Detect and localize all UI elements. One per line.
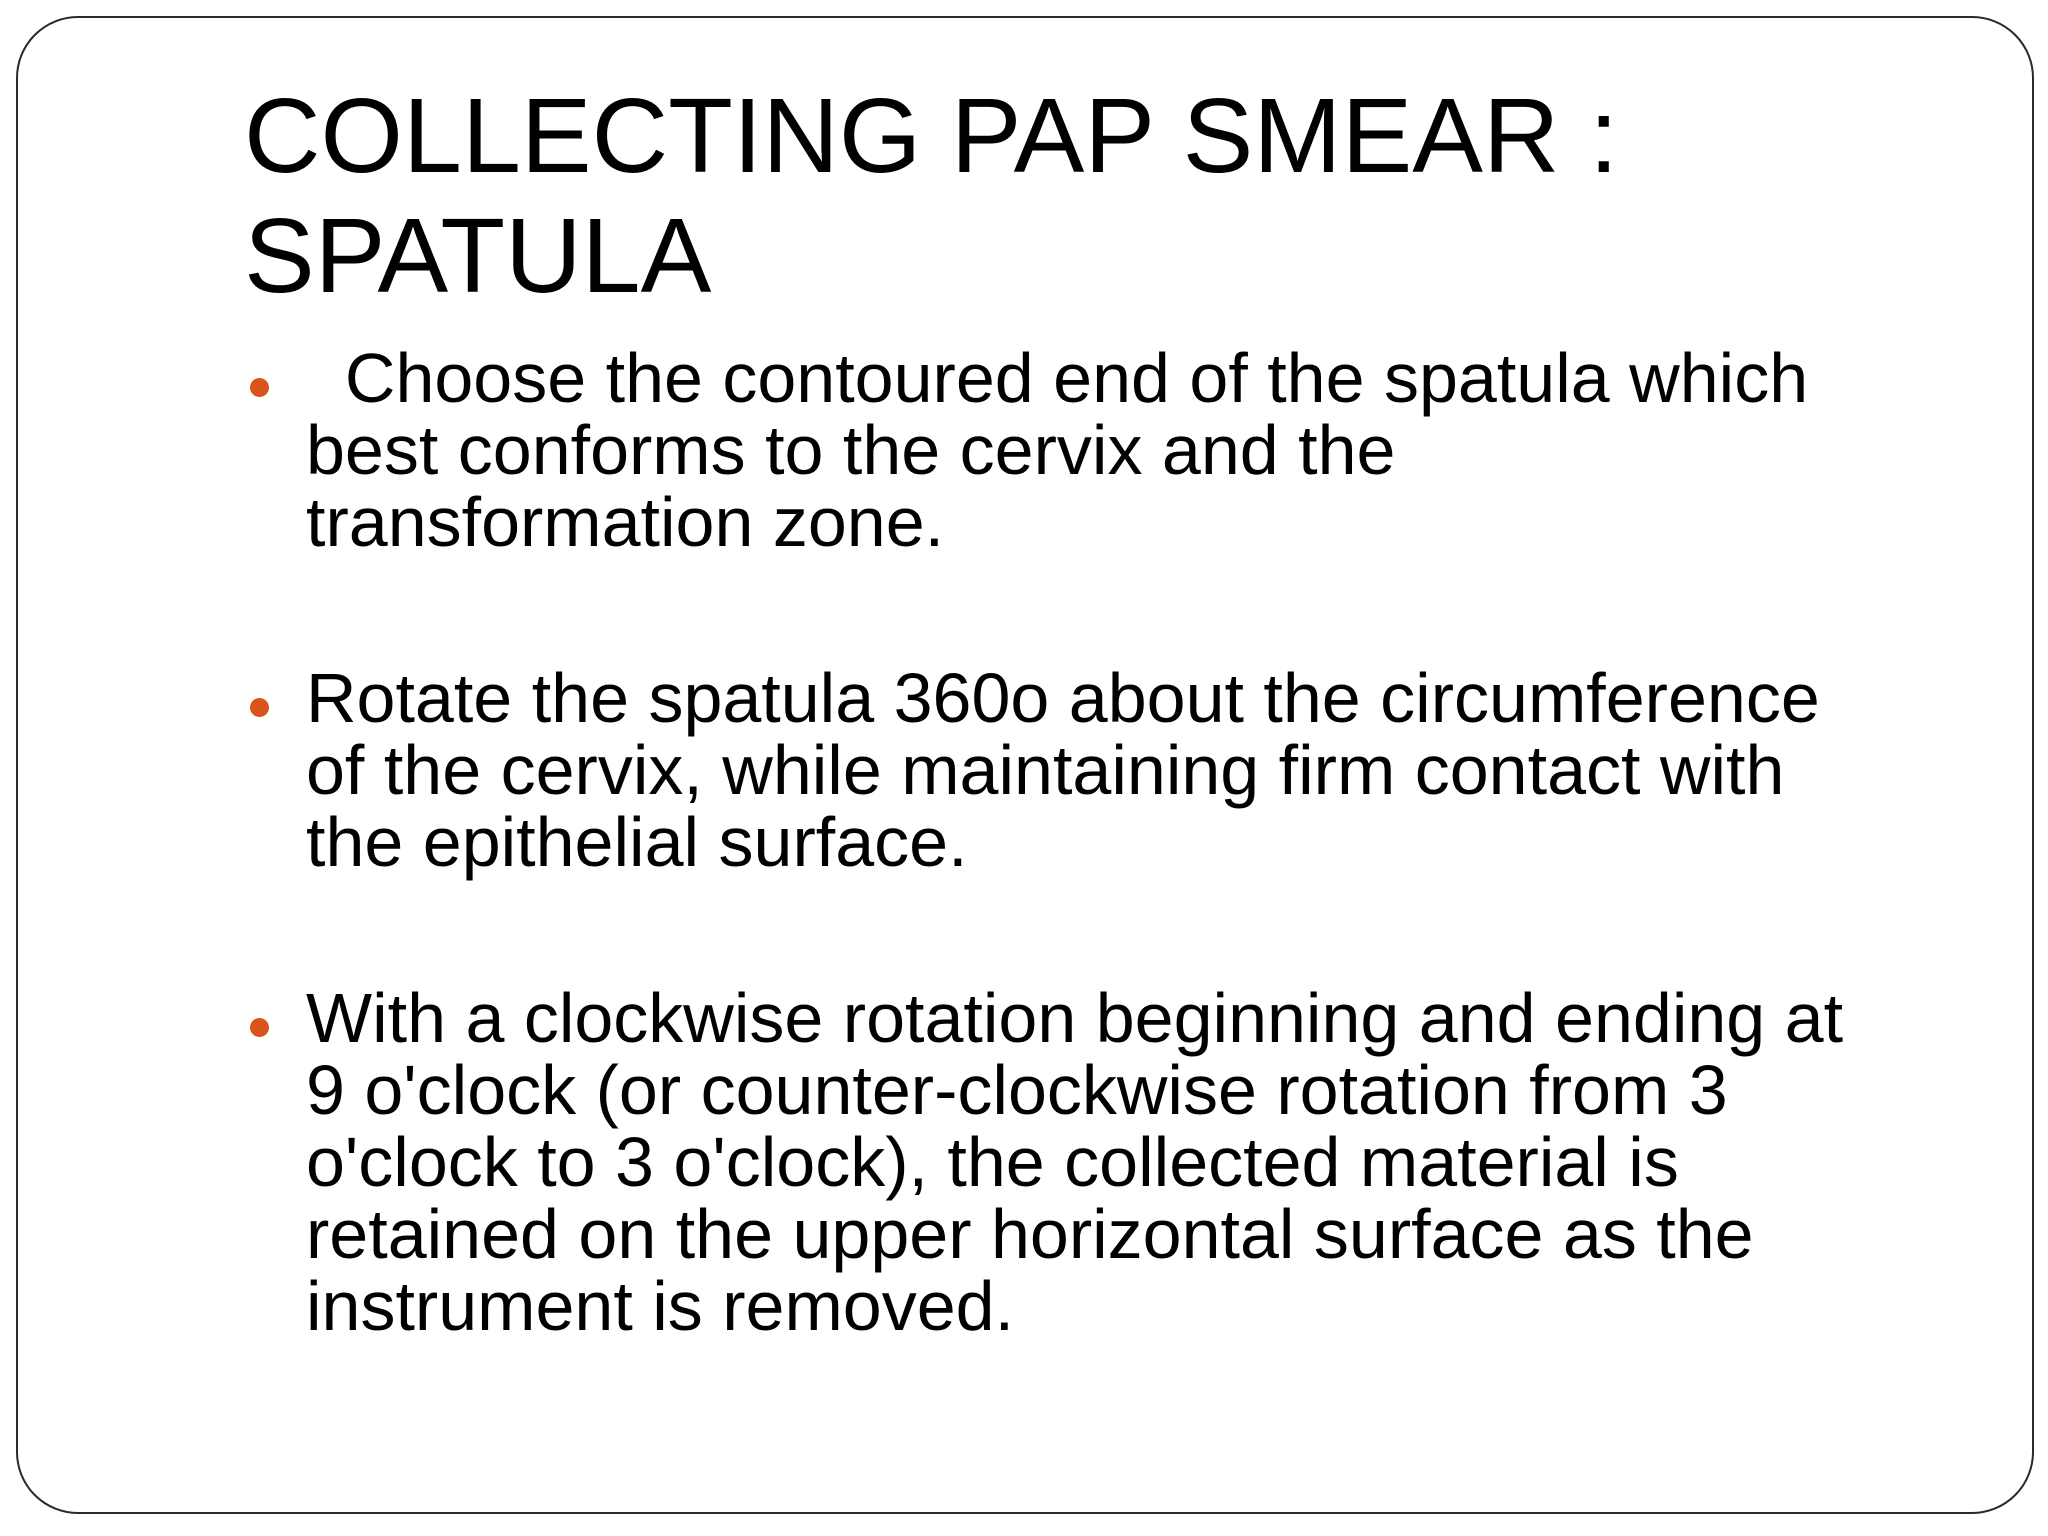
bullet-item-3 bbox=[244, 979, 2004, 1345]
bullet-1-line-3: transformation zone. bbox=[306, 483, 945, 561]
slide bbox=[16, 16, 2034, 1514]
bullet-dot-icon bbox=[250, 378, 269, 397]
bullet-dot-icon bbox=[250, 1018, 269, 1037]
bullet-item-1 bbox=[244, 339, 2004, 561]
bullet-3-line-4: retained on the upper horizontal surface as the bbox=[306, 1195, 1754, 1273]
bullet-item-2 bbox=[244, 659, 2004, 881]
bullet-1-line-1: Choose the contoured end of the spatula which bbox=[306, 339, 1809, 417]
slide-title-line-1: COLLECTING PAP SMEAR : bbox=[244, 77, 1619, 195]
bullet-2-line-1: Rotate the spatula 360o about the circumference bbox=[306, 659, 1820, 737]
bullet-dot-icon bbox=[250, 698, 269, 717]
bullet-3-line-1: With a clockwise rotation beginning and ending at bbox=[306, 979, 1844, 1057]
bullet-list bbox=[244, 339, 2004, 1345]
bullet-3-line-2: 9 o'clock (or counter-clockwise rotation from 3 bbox=[306, 1051, 1728, 1129]
slide-title bbox=[244, 76, 1944, 316]
slide-title-line-2: SPATULA bbox=[244, 197, 712, 315]
bullet-3-line-3: o'clock to 3 o'clock), the collected material is bbox=[306, 1123, 1679, 1201]
bullet-2-line-3: the epithelial surface. bbox=[306, 803, 968, 881]
bullet-2-line-2: of the cervix, while maintaining firm contact with bbox=[306, 731, 1785, 809]
bullet-1-line-2: best conforms to the cervix and the bbox=[306, 411, 1396, 489]
bullet-3-line-5: instrument is removed. bbox=[306, 1267, 1015, 1345]
